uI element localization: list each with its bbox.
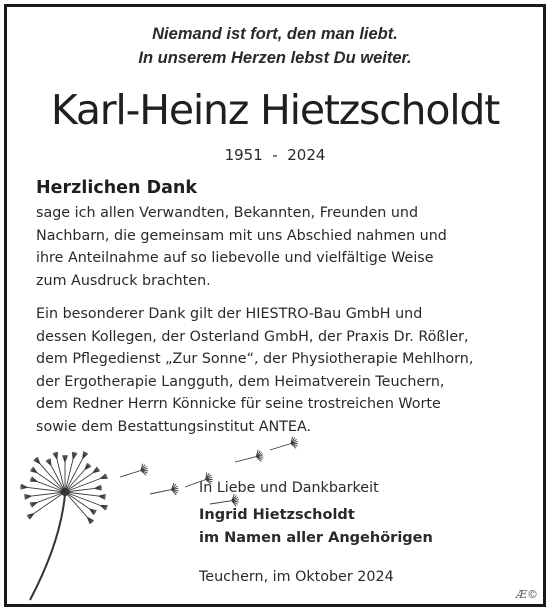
text-line: sowie dem Bestattungsinstitut ANTEA. <box>36 418 312 435</box>
thanks-paragraph-2 <box>36 303 473 439</box>
text-line: sage ich allen Verwandten, Bekannten, Freunden und <box>36 205 419 221</box>
motto-line-1: Niemand ist fort, den man liebt. <box>152 25 398 43</box>
text-line: dem Redner Herrn Könnicke für seine trostreichen Worte <box>36 396 441 413</box>
signature <box>199 504 433 550</box>
text-line: dessen Kollegen, der Osterland GmbH, der Praxis Dr. Rößler, <box>36 328 469 345</box>
text-line: Ein besonderer Dank gilt der HIESTRO-Bau GmbH und <box>36 306 423 322</box>
text-line: ihre Anteilnahme auf so liebevolle und vielfältige Weise <box>36 250 434 267</box>
motto <box>0 22 550 70</box>
text-line: der Ergotherapie Langguth, dem Heimatverein Teuchern, <box>36 373 445 390</box>
thanks-paragraph-1 <box>36 202 447 292</box>
thanks-heading: Herzlichen Dank <box>36 178 198 198</box>
publisher-mark: Æ© <box>515 588 538 601</box>
deceased-name: Karl-Heinz Hietzscholdt <box>50 86 500 134</box>
text-line: dem Pflegedienst „Zur Sonne“, der Physiotherapie Mehlhorn, <box>36 351 474 368</box>
text-line: zum Ausdruck brachten. <box>36 272 211 289</box>
place-date: Teuchern, im Oktober 2024 <box>199 569 394 585</box>
motto-line-2: In unserem Herzen lebst Du weiter. <box>138 49 412 67</box>
text-line: Nachbarn, die gemeinsam mit uns Abschied nahmen und <box>36 227 447 244</box>
signature-name: Ingrid Hietzscholdt <box>199 507 355 523</box>
closing-greeting: In Liebe und Dankbarkeit <box>199 480 379 496</box>
signature-relation: im Namen aller Angehörigen <box>199 530 433 546</box>
life-years: 1951 - 2024 <box>224 146 326 164</box>
